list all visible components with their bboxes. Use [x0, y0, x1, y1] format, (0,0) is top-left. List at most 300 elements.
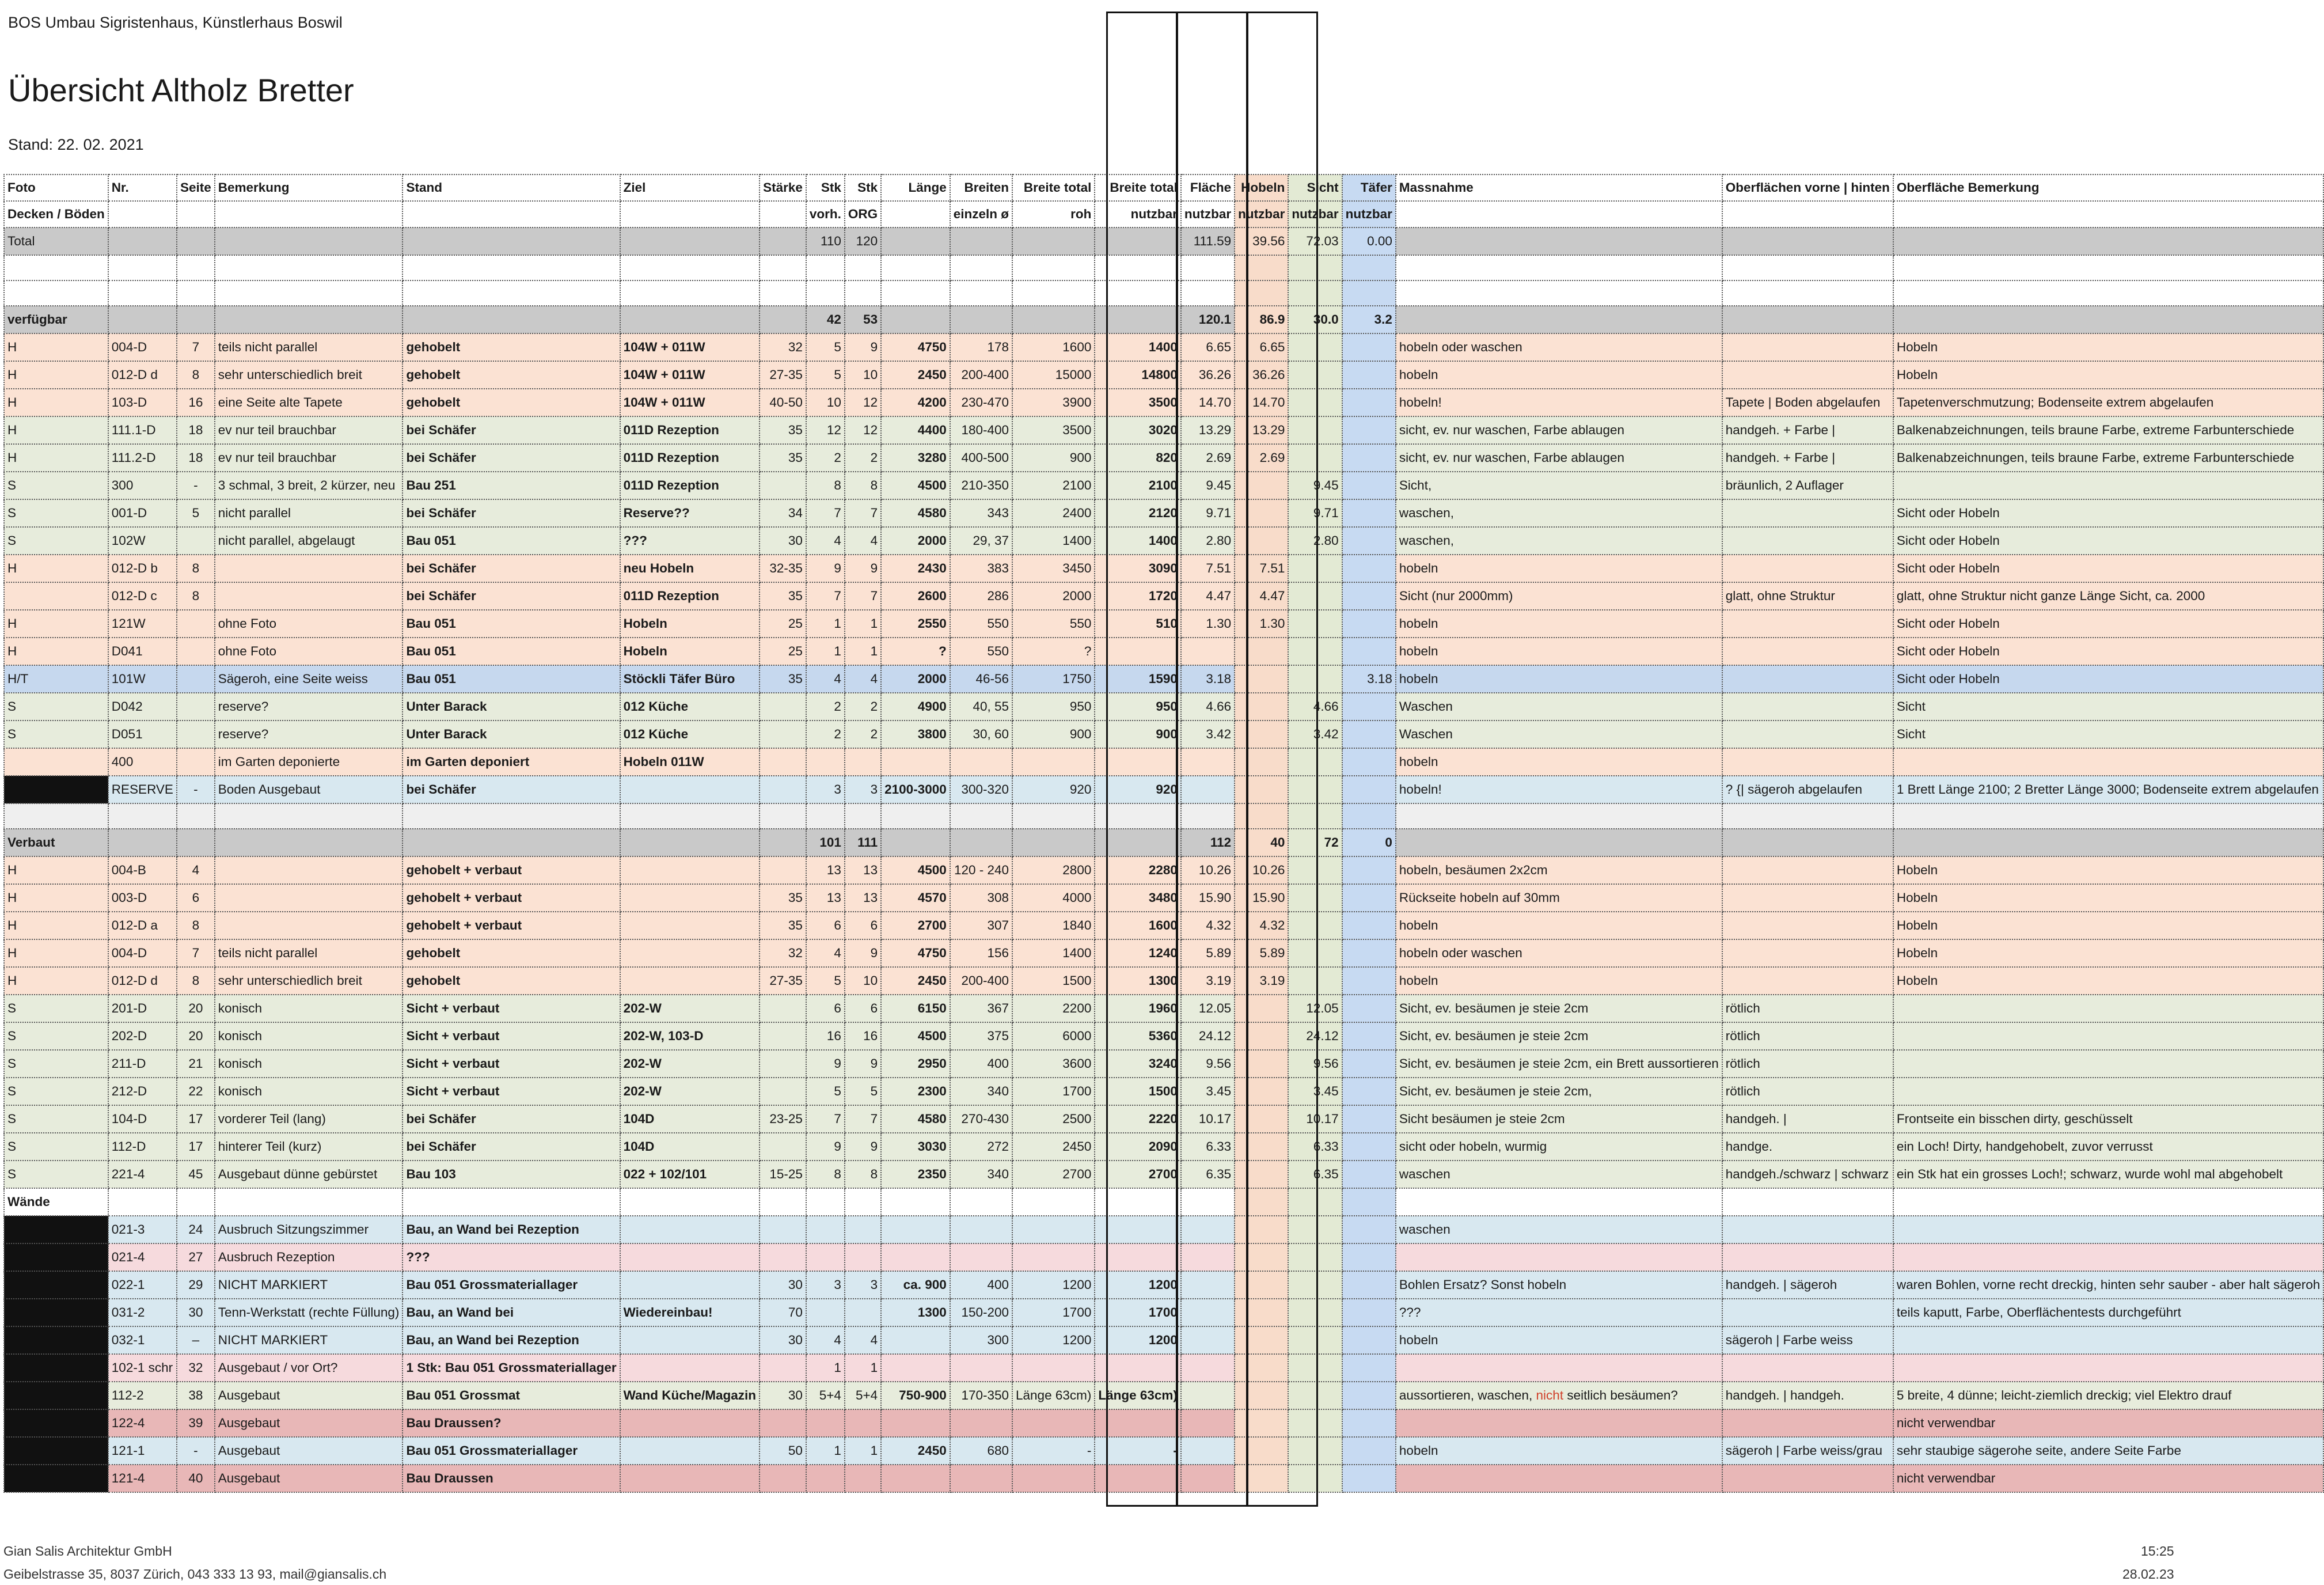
cell-bemerkung [215, 856, 403, 884]
cell-taefer [1342, 527, 1396, 555]
cell-massnahme: hobeln [1396, 1437, 1722, 1465]
cell-staerke [760, 306, 806, 333]
cell-laenge: 2000 [881, 665, 950, 693]
cell-stk-org [845, 1299, 881, 1326]
cell-bemerkung: NICHT MARKIERT [215, 1271, 403, 1299]
cell-foto [4, 1437, 108, 1465]
cell-flaeche: 9.45 [1181, 472, 1235, 499]
cell-staerke [760, 1050, 806, 1078]
cell-bemerkung: eine Seite alte Tapete [215, 389, 403, 416]
cell-breite-nutzbar: 1400 [1095, 333, 1181, 361]
cell-flaeche: 9.56 [1181, 1050, 1235, 1078]
cell-sicht: 4.66 [1288, 693, 1342, 721]
cell-breite-roh: 3600 [1012, 1050, 1095, 1078]
cell-oberflaechen: handgeh. | [1722, 1105, 1893, 1133]
cell-massnahme: Sicht, ev. besäumen je steie 2cm, ein Brett aussortieren [1396, 1050, 1722, 1078]
cell-foto [4, 280, 108, 306]
cell-stk-vorh [806, 748, 845, 776]
cell-massnahme: Sicht besäumen je steie 2cm [1396, 1105, 1722, 1133]
cell-taefer [1342, 912, 1396, 939]
cell-sicht: 2.80 [1288, 527, 1342, 555]
cell-stk-vorh: 1 [806, 610, 845, 638]
cell-ziel [620, 967, 760, 995]
cell-bemerkung: hinterer Teil (kurz) [215, 1133, 403, 1161]
cell-sicht: 3.45 [1288, 1078, 1342, 1105]
cell-oberflaechen [1722, 884, 1893, 912]
cell-massnahme [1396, 306, 1722, 333]
cell-stk-vorh [806, 255, 845, 280]
cell-bemerkung: ev nur teil brauchbar [215, 444, 403, 472]
cell-stk-org: 4 [845, 1326, 881, 1354]
cell-oberflaechen [1722, 280, 1893, 306]
cell-stand: 1 Stk: Bau 051 Grossmateriallager [402, 1354, 620, 1382]
cell-breite-roh: 550 [1012, 610, 1095, 638]
cell-laenge: 6150 [881, 995, 950, 1022]
cell-oberflaechen [1722, 967, 1893, 995]
cell-foto [4, 1465, 108, 1492]
cell-hobeln [1235, 280, 1288, 306]
cell-hobeln [1235, 721, 1288, 748]
table-row [4, 1465, 2323, 1492]
cell-seite: 17 [177, 1133, 215, 1161]
cell-taefer [1342, 967, 1396, 995]
cell-stand: bei Schäfer [402, 555, 620, 582]
cell-breite-roh [1012, 306, 1095, 333]
cell-breiten: 550 [950, 610, 1012, 638]
cell-ziel [620, 227, 760, 255]
cell-breiten: 307 [950, 912, 1012, 939]
cell-staerke [760, 255, 806, 280]
cell-laenge: 2600 [881, 582, 950, 610]
cell-bemerkung: Ausgebaut [215, 1465, 403, 1492]
cell-breite-roh [1012, 1243, 1095, 1271]
cell-laenge [881, 803, 950, 829]
cell-foto: H [4, 610, 108, 638]
cell-breite-nutzbar: 2090 [1095, 1133, 1181, 1161]
cell-hobeln [1235, 748, 1288, 776]
cell-stand: im Garten deponiert [402, 748, 620, 776]
cell-oberflaechen: handge. [1722, 1133, 1893, 1161]
cell-flaeche [1181, 1409, 1235, 1437]
cell-stk-org: 8 [845, 472, 881, 499]
cell-breite-roh: 1400 [1012, 527, 1095, 555]
cell-stk-vorh: 3 [806, 776, 845, 803]
cell-stand: gehobelt + verbaut [402, 912, 620, 939]
cell-breiten [950, 1188, 1012, 1216]
cell-laenge: 4580 [881, 1105, 950, 1133]
cell-oberflaeche-bemerkung [1893, 829, 2323, 856]
cell-hobeln [1235, 1354, 1288, 1382]
cell-taefer [1342, 776, 1396, 803]
cell-stk-org: 9 [845, 1133, 881, 1161]
cell-ziel [620, 884, 760, 912]
cell-oberflaechen [1722, 1354, 1893, 1382]
header-foto: Decken / Böden [4, 201, 108, 227]
cell-nr: 012-D a [108, 912, 177, 939]
cell-stand: gehobelt [402, 939, 620, 967]
cell-oberflaeche-bemerkung: Hobeln [1893, 967, 2323, 995]
cell-oberflaeche-bemerkung: Hobeln [1893, 912, 2323, 939]
cell-seite: 5 [177, 499, 215, 527]
cell-oberflaechen [1722, 693, 1893, 721]
cell-hobeln [1235, 1161, 1288, 1188]
cell-breite-nutzbar: 510 [1095, 610, 1181, 638]
cell-stk-org: 120 [845, 227, 881, 255]
cell-breiten: 200-400 [950, 967, 1012, 995]
cell-sicht: 6.33 [1288, 1133, 1342, 1161]
cell-massnahme: sicht oder hobeln, wurmig [1396, 1133, 1722, 1161]
header-sicht: nutzbar [1288, 201, 1342, 227]
cell-hobeln [1235, 776, 1288, 803]
cell-breite-roh: 15000 [1012, 361, 1095, 389]
cell-ziel: Wand Küche/Magazin [620, 1382, 760, 1409]
cell-oberflaechen: handgeh. + Farbe | [1722, 444, 1893, 472]
page-title: Übersicht Altholz Bretter [8, 72, 354, 108]
cell-oberflaeche-bemerkung [1893, 1078, 2323, 1105]
cell-stk-org: 53 [845, 306, 881, 333]
cell-ziel [620, 1437, 760, 1465]
cell-laenge: 4750 [881, 939, 950, 967]
cell-stand: Unter Barack [402, 721, 620, 748]
cell-ziel: 011D Rezeption [620, 444, 760, 472]
cell-breite-roh: 2100 [1012, 472, 1095, 499]
cell-hobeln [1235, 1437, 1288, 1465]
cell-seite: 27 [177, 1243, 215, 1271]
cell-massnahme: hobeln [1396, 967, 1722, 995]
header-staerke [760, 201, 806, 227]
cell-stk-org: 6 [845, 995, 881, 1022]
cell-foto: H [4, 361, 108, 389]
cell-taefer [1342, 333, 1396, 361]
cell-massnahme: Sicht, ev. besäumen je steie 2cm [1396, 1022, 1722, 1050]
cell-nr: 032-1 [108, 1326, 177, 1354]
cell-oberflaechen: rötlich [1722, 1050, 1893, 1078]
cell-oberflaeche-bemerkung [1893, 227, 2323, 255]
cell-hobeln [1235, 1326, 1288, 1354]
cell-laenge: 4400 [881, 416, 950, 444]
cell-staerke: 27-35 [760, 361, 806, 389]
cell-seite [177, 693, 215, 721]
cell-sicht [1288, 555, 1342, 582]
cell-ziel: 202-W, 103-D [620, 1022, 760, 1050]
cell-staerke [760, 1188, 806, 1216]
cell-laenge: 2350 [881, 1161, 950, 1188]
cell-breiten [950, 1409, 1012, 1437]
header-breiten: einzeln ø [950, 201, 1012, 227]
cell-laenge: ca. 900 [881, 1271, 950, 1299]
cell-nr: D051 [108, 721, 177, 748]
cell-ziel [620, 1216, 760, 1243]
cell-flaeche: 7.51 [1181, 555, 1235, 582]
footer-address: Geibelstrasse 35, 8037 Zürich, 043 333 13 93, mail@giansalis.ch [3, 1567, 387, 1582]
table-row [4, 829, 2323, 856]
cell-flaeche [1181, 1437, 1235, 1465]
project-name: BOS Umbau Sigristenhaus, Künstlerhaus Boswil [8, 14, 343, 31]
cell-oberflaechen [1722, 856, 1893, 884]
cell-seite: 8 [177, 361, 215, 389]
cell-breite-nutzbar: 2120 [1095, 499, 1181, 527]
cell-oberflaechen [1722, 527, 1893, 555]
cell-laenge [881, 255, 950, 280]
cell-foto: H/T [4, 665, 108, 693]
cell-bemerkung: vorderer Teil (lang) [215, 1105, 403, 1133]
cell-ziel: 202-W [620, 1078, 760, 1105]
header-sicht: Sicht [1288, 175, 1342, 201]
cell-hobeln: 4.32 [1235, 912, 1288, 939]
cell-seite [177, 1188, 215, 1216]
cell-breiten [950, 1243, 1012, 1271]
cell-flaeche: 15.90 [1181, 884, 1235, 912]
cell-oberflaeche-bemerkung: waren Bohlen, vorne recht dreckig, hinten sehr sauber - aber halt sägeroh [1893, 1271, 2323, 1299]
table-row [4, 1216, 2323, 1243]
cell-stand: bei Schäfer [402, 499, 620, 527]
cell-massnahme: hobeln, besäumen 2x2cm [1396, 856, 1722, 884]
cell-stand: Bau, an Wand bei [402, 1299, 620, 1326]
footer-date: 28.02.23 [2122, 1567, 2174, 1582]
header-stk-vorh: vorh. [806, 201, 845, 227]
cell-nr: 004-D [108, 333, 177, 361]
cell-breite-roh [1012, 829, 1095, 856]
cell-ziel: neu Hobeln [620, 555, 760, 582]
cell-stk-vorh: 7 [806, 582, 845, 610]
cell-oberflaeche-bemerkung: Hobeln [1893, 939, 2323, 967]
cell-stand: bei Schäfer [402, 776, 620, 803]
header-breite-roh: Breite total [1012, 175, 1095, 201]
cell-breiten: 300-320 [950, 776, 1012, 803]
cell-flaeche [1181, 1271, 1235, 1299]
cell-oberflaeche-bemerkung: glatt, ohne Struktur nicht ganze Länge Sicht, ca. 2000 [1893, 582, 2323, 610]
cell-taefer [1342, 1271, 1396, 1299]
cell-foto [4, 1216, 108, 1243]
table-row [4, 306, 2323, 333]
cell-foto: S [4, 1105, 108, 1133]
table-row [4, 638, 2323, 665]
table-row [4, 555, 2323, 582]
cell-nr: 102W [108, 527, 177, 555]
cell-breite-roh: 2800 [1012, 856, 1095, 884]
cell-massnahme: hobeln oder waschen [1396, 333, 1722, 361]
cell-sicht [1288, 912, 1342, 939]
cell-seite: 40 [177, 1465, 215, 1492]
cell-flaeche: 1.30 [1181, 610, 1235, 638]
table-row [4, 1050, 2323, 1078]
cell-sicht [1288, 1326, 1342, 1354]
cell-taefer [1342, 939, 1396, 967]
cell-foto: H [4, 912, 108, 939]
cell-stk-org: 1 [845, 1354, 881, 1382]
cell-breiten: 343 [950, 499, 1012, 527]
cell-breite-nutzbar [1095, 1188, 1181, 1216]
cell-breiten: 30, 60 [950, 721, 1012, 748]
cell-stk-vorh: 8 [806, 1161, 845, 1188]
cell-sicht: 12.05 [1288, 995, 1342, 1022]
cell-massnahme: Sicht, ev. besäumen je steie 2cm [1396, 995, 1722, 1022]
lumber-table [3, 174, 2324, 1493]
cell-foto: S [4, 995, 108, 1022]
cell-nr: D042 [108, 693, 177, 721]
table-row [4, 939, 2323, 967]
cell-flaeche: 6.35 [1181, 1161, 1235, 1188]
cell-stk-vorh [806, 1299, 845, 1326]
cell-breite-nutzbar [1095, 227, 1181, 255]
cell-hobeln [1235, 1050, 1288, 1078]
cell-nr: 012-D d [108, 967, 177, 995]
cell-bemerkung [215, 884, 403, 912]
cell-oberflaeche-bemerkung: nicht verwendbar [1893, 1465, 2323, 1492]
table-row [4, 1326, 2323, 1354]
cell-foto: Total [4, 227, 108, 255]
cell-breite-roh: 2450 [1012, 1133, 1095, 1161]
cell-bemerkung: Ausbruch Rezeption [215, 1243, 403, 1271]
cell-stk-org: 5+4 [845, 1382, 881, 1409]
cell-ziel: 104D [620, 1105, 760, 1133]
cell-staerke [760, 1078, 806, 1105]
cell-ziel [620, 1188, 760, 1216]
cell-breite-roh: 1500 [1012, 967, 1095, 995]
table-row [4, 527, 2323, 555]
cell-massnahme: Rückseite hobeln auf 30mm [1396, 884, 1722, 912]
cell-breite-nutzbar: 1960 [1095, 995, 1181, 1022]
cell-oberflaechen [1722, 748, 1893, 776]
cell-seite: 8 [177, 967, 215, 995]
cell-laenge [881, 306, 950, 333]
cell-seite: 18 [177, 444, 215, 472]
cell-stk-org: 7 [845, 499, 881, 527]
cell-stk-vorh: 13 [806, 884, 845, 912]
cell-stk-org: 1 [845, 610, 881, 638]
cell-stk-vorh: 6 [806, 995, 845, 1022]
header-massnahme: Massnahme [1396, 175, 1722, 201]
table-row [4, 227, 2323, 255]
cell-massnahme: hobeln [1396, 1326, 1722, 1354]
cell-laenge: 2450 [881, 361, 950, 389]
cell-foto: H [4, 444, 108, 472]
cell-laenge: 4580 [881, 499, 950, 527]
table-row [4, 472, 2323, 499]
cell-flaeche [1181, 776, 1235, 803]
cell-staerke [760, 1409, 806, 1437]
table-row [4, 1078, 2323, 1105]
cell-taefer [1342, 1465, 1396, 1492]
cell-seite [177, 527, 215, 555]
cell-nr [108, 829, 177, 856]
cell-stk-org: 8 [845, 1161, 881, 1188]
cell-hobeln [1235, 472, 1288, 499]
cell-breite-nutzbar: 3020 [1095, 416, 1181, 444]
cell-flaeche [1181, 803, 1235, 829]
cell-taefer [1342, 1133, 1396, 1161]
cell-hobeln [1235, 1299, 1288, 1326]
cell-sicht [1288, 1216, 1342, 1243]
cell-sicht [1288, 967, 1342, 995]
cell-nr: 102-1 schr [108, 1354, 177, 1382]
cell-nr: 012-D d [108, 361, 177, 389]
cell-stk-vorh: 16 [806, 1022, 845, 1050]
cell-laenge [881, 1326, 950, 1354]
cell-seite: 21 [177, 1050, 215, 1078]
cell-taefer [1342, 1161, 1396, 1188]
cell-stk-org [845, 1188, 881, 1216]
cell-nr: 122-4 [108, 1409, 177, 1437]
cell-breiten: 46-56 [950, 665, 1012, 693]
cell-laenge [881, 1354, 950, 1382]
cell-oberflaeche-bemerkung: Frontseite ein bisschen dirty, geschüsselt [1893, 1105, 2323, 1133]
cell-breiten: 200-400 [950, 361, 1012, 389]
cell-staerke [760, 721, 806, 748]
cell-foto: H [4, 967, 108, 995]
cell-massnahme: Sicht, [1396, 472, 1722, 499]
cell-staerke: 25 [760, 610, 806, 638]
cell-taefer [1342, 748, 1396, 776]
cell-flaeche [1181, 1299, 1235, 1326]
cell-ziel: 104D [620, 1133, 760, 1161]
cell-bemerkung [215, 803, 403, 829]
cell-staerke [760, 748, 806, 776]
cell-flaeche [1181, 1243, 1235, 1271]
cell-breite-nutzbar: 1600 [1095, 912, 1181, 939]
cell-taefer [1342, 803, 1396, 829]
cell-staerke: 35 [760, 665, 806, 693]
cell-hobeln: 5.89 [1235, 939, 1288, 967]
cell-hobeln [1235, 1382, 1288, 1409]
header-massnahme [1396, 201, 1722, 227]
cell-sicht [1288, 776, 1342, 803]
cell-staerke: 32 [760, 939, 806, 967]
cell-bemerkung: reserve? [215, 693, 403, 721]
cell-breite-roh: 3450 [1012, 555, 1095, 582]
header-staerke: Stärke [760, 175, 806, 201]
header-bemerkung [215, 201, 403, 227]
cell-stk-vorh: 5 [806, 361, 845, 389]
cell-taefer [1342, 555, 1396, 582]
cell-staerke [760, 1465, 806, 1492]
cell-staerke [760, 1216, 806, 1243]
cell-flaeche [1181, 1465, 1235, 1492]
cell-bemerkung: sehr unterschiedlich breit [215, 967, 403, 995]
cell-breiten: 680 [950, 1437, 1012, 1465]
cell-ziel [620, 1409, 760, 1437]
cell-stk-org: 3 [845, 1271, 881, 1299]
cell-staerke [760, 856, 806, 884]
cell-seite [177, 227, 215, 255]
cell-bemerkung [215, 280, 403, 306]
cell-sicht [1288, 884, 1342, 912]
cell-nr: 111.2-D [108, 444, 177, 472]
cell-breiten [950, 227, 1012, 255]
cell-nr: 021-3 [108, 1216, 177, 1243]
cell-laenge [881, 748, 950, 776]
cell-breite-roh: Länge 63cm) [1012, 1382, 1095, 1409]
cell-massnahme: Sicht (nur 2000mm) [1396, 582, 1722, 610]
cell-stk-org: 16 [845, 1022, 881, 1050]
cell-bemerkung: teils nicht parallel [215, 333, 403, 361]
table-row [4, 1022, 2323, 1050]
cell-staerke: 23-25 [760, 1105, 806, 1133]
header-stand [402, 201, 620, 227]
cell-breite-nutzbar: 900 [1095, 721, 1181, 748]
cell-stk-org: 13 [845, 856, 881, 884]
cell-seite: 24 [177, 1216, 215, 1243]
cell-ziel: Hobeln 011W [620, 748, 760, 776]
cell-sicht [1288, 1271, 1342, 1299]
cell-oberflaeche-bemerkung: Balkenabzeichnungen, teils braune Farbe, extreme Farbunterschiede [1893, 416, 2323, 444]
cell-laenge: 2450 [881, 967, 950, 995]
cell-massnahme: aussortieren, waschen, nicht seitlich besäumen? [1396, 1382, 1722, 1409]
cell-nr: 112-D [108, 1133, 177, 1161]
cell-flaeche: 13.29 [1181, 416, 1235, 444]
cell-stk-vorh: 10 [806, 389, 845, 416]
cell-stk-vorh: 5 [806, 333, 845, 361]
